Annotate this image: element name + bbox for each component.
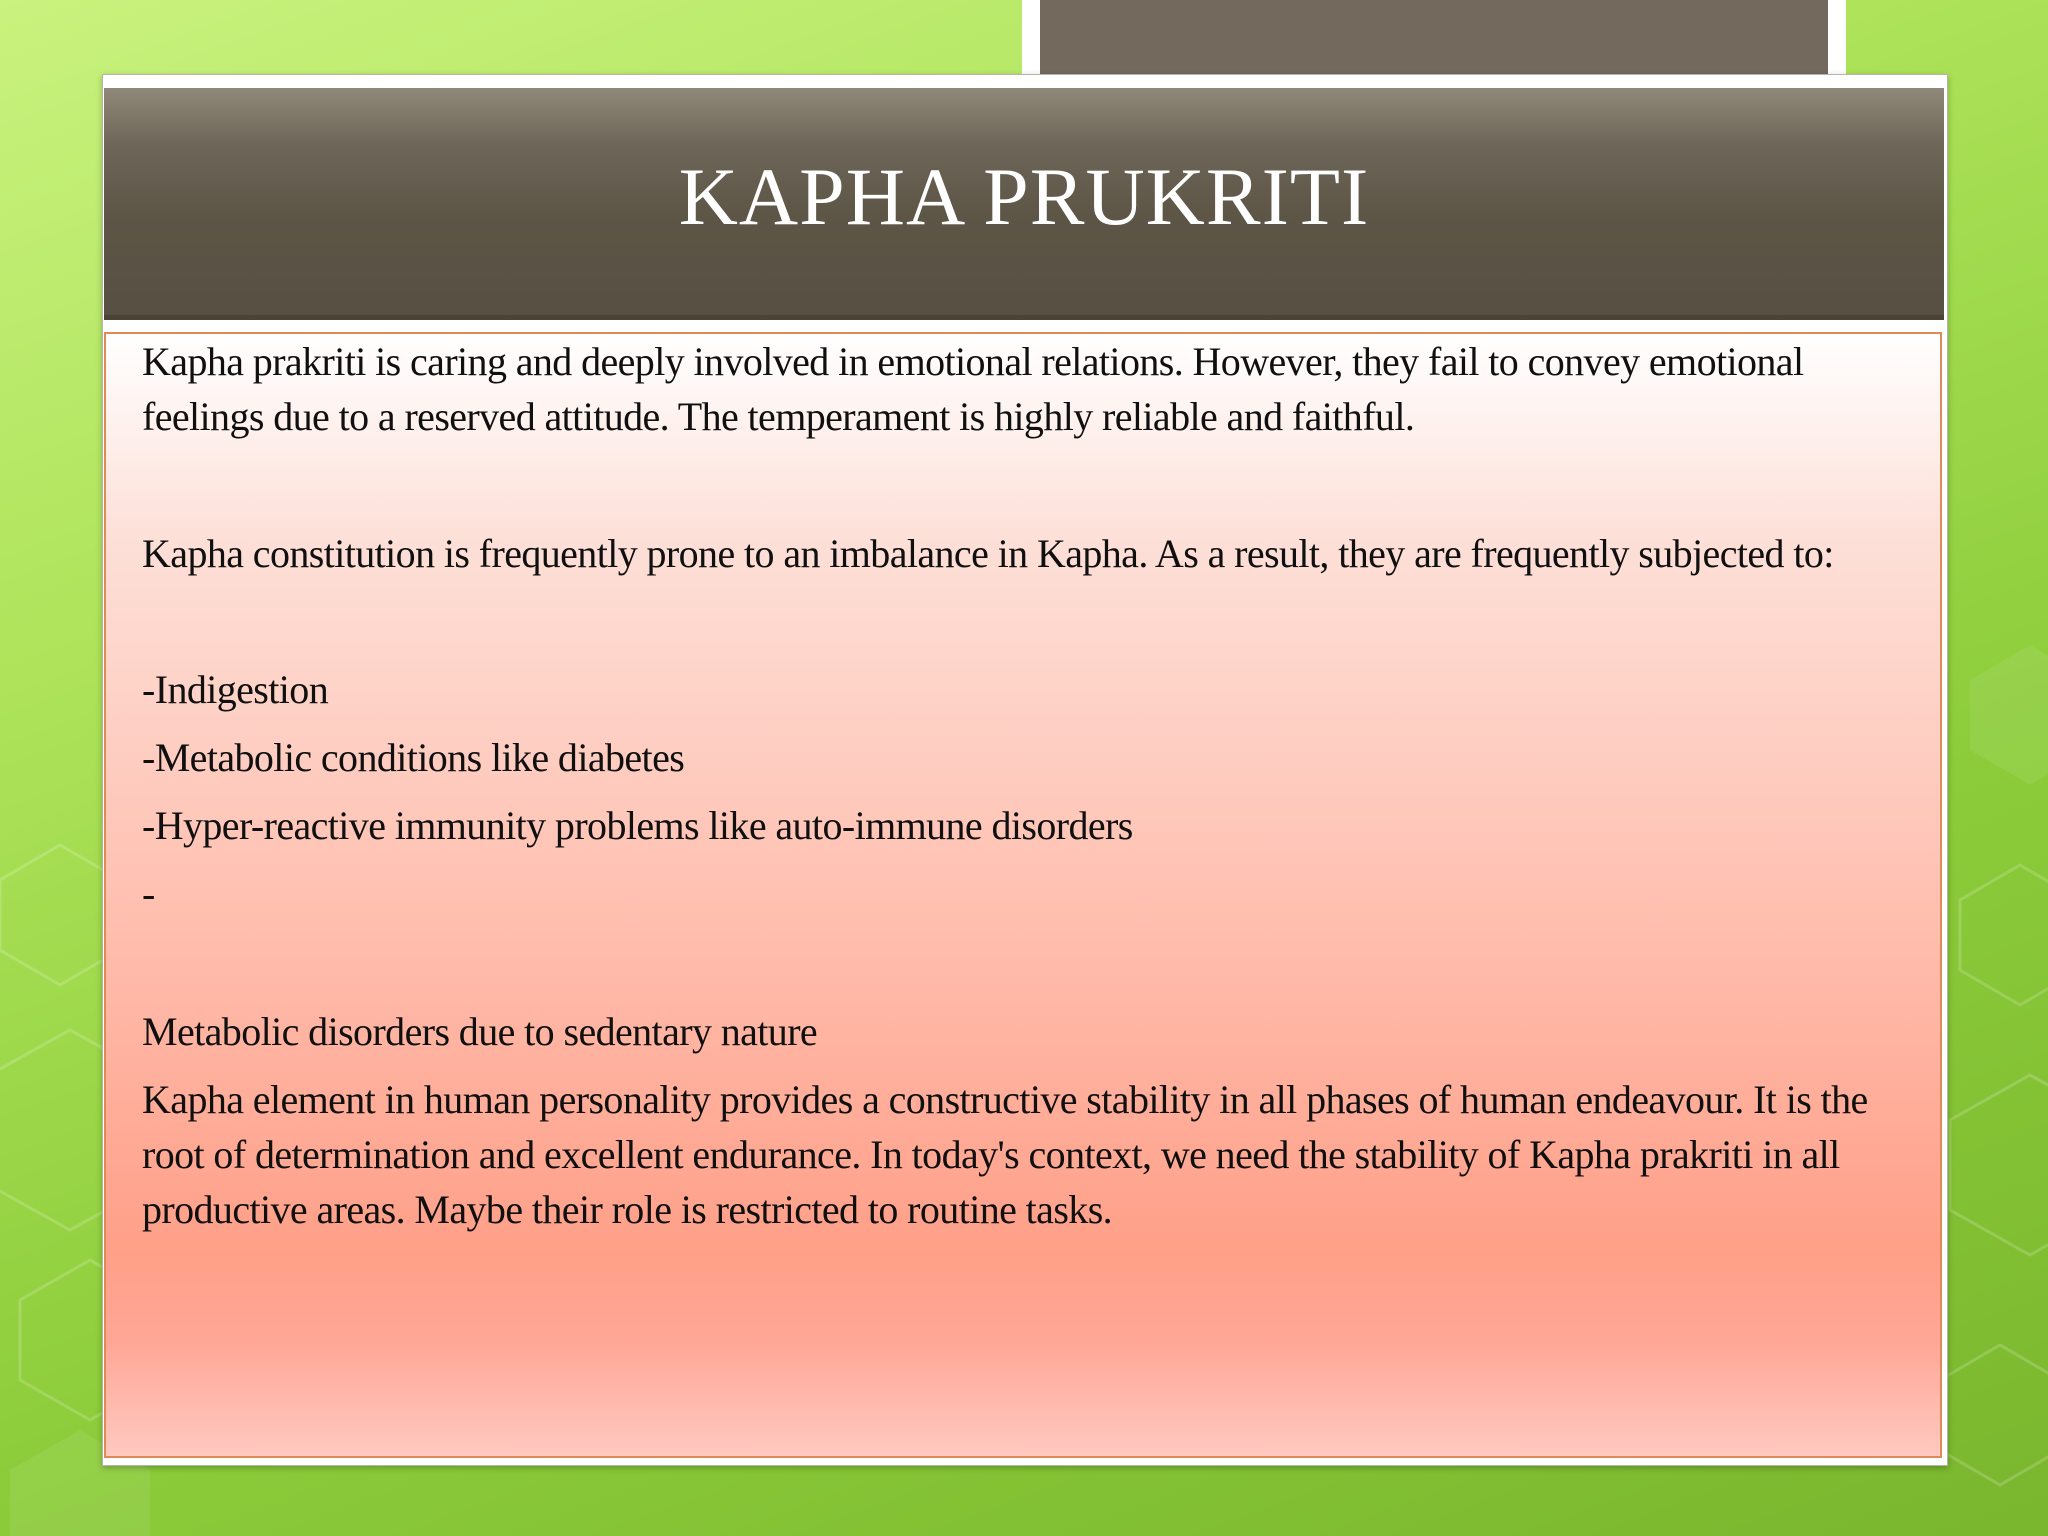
paragraph-metabolic-disorders: Metabolic disorders due to sedentary nature (142, 1009, 818, 1054)
paragraph-kapha-stability: Kapha element in human personality provides a constructive stability in all phases of human endeavour. It is the root of determination and excellent endurance. In today's context, we need the stability of Kapha prakriti in all productive areas. Maybe their role is restricted to routine tasks. (142, 1077, 1878, 1232)
list-item: -Indigestion (142, 667, 329, 712)
list-item: -Metabolic conditions like diabetes (142, 735, 685, 780)
title-band (104, 88, 1944, 320)
slide-title: KAPHA PRUKRITI (678, 150, 1370, 242)
paragraph-kapha-imbalance: Kapha constitution is frequently prone to an imbalance in Kapha. As a result, they are frequently subjected to: (142, 531, 1834, 576)
content-box (104, 332, 1942, 1458)
list-item: - (142, 871, 155, 916)
paragraph-emotional-relations: Kapha prakriti is caring and deeply involved in emotional relations. However, they fail to convey emotional feelings due to a reserved attitude. The temperament is highly reliable and faithful. (142, 339, 1813, 439)
list-item: -Hyper-reactive immunity problems like auto-immune disorders (142, 803, 1133, 848)
